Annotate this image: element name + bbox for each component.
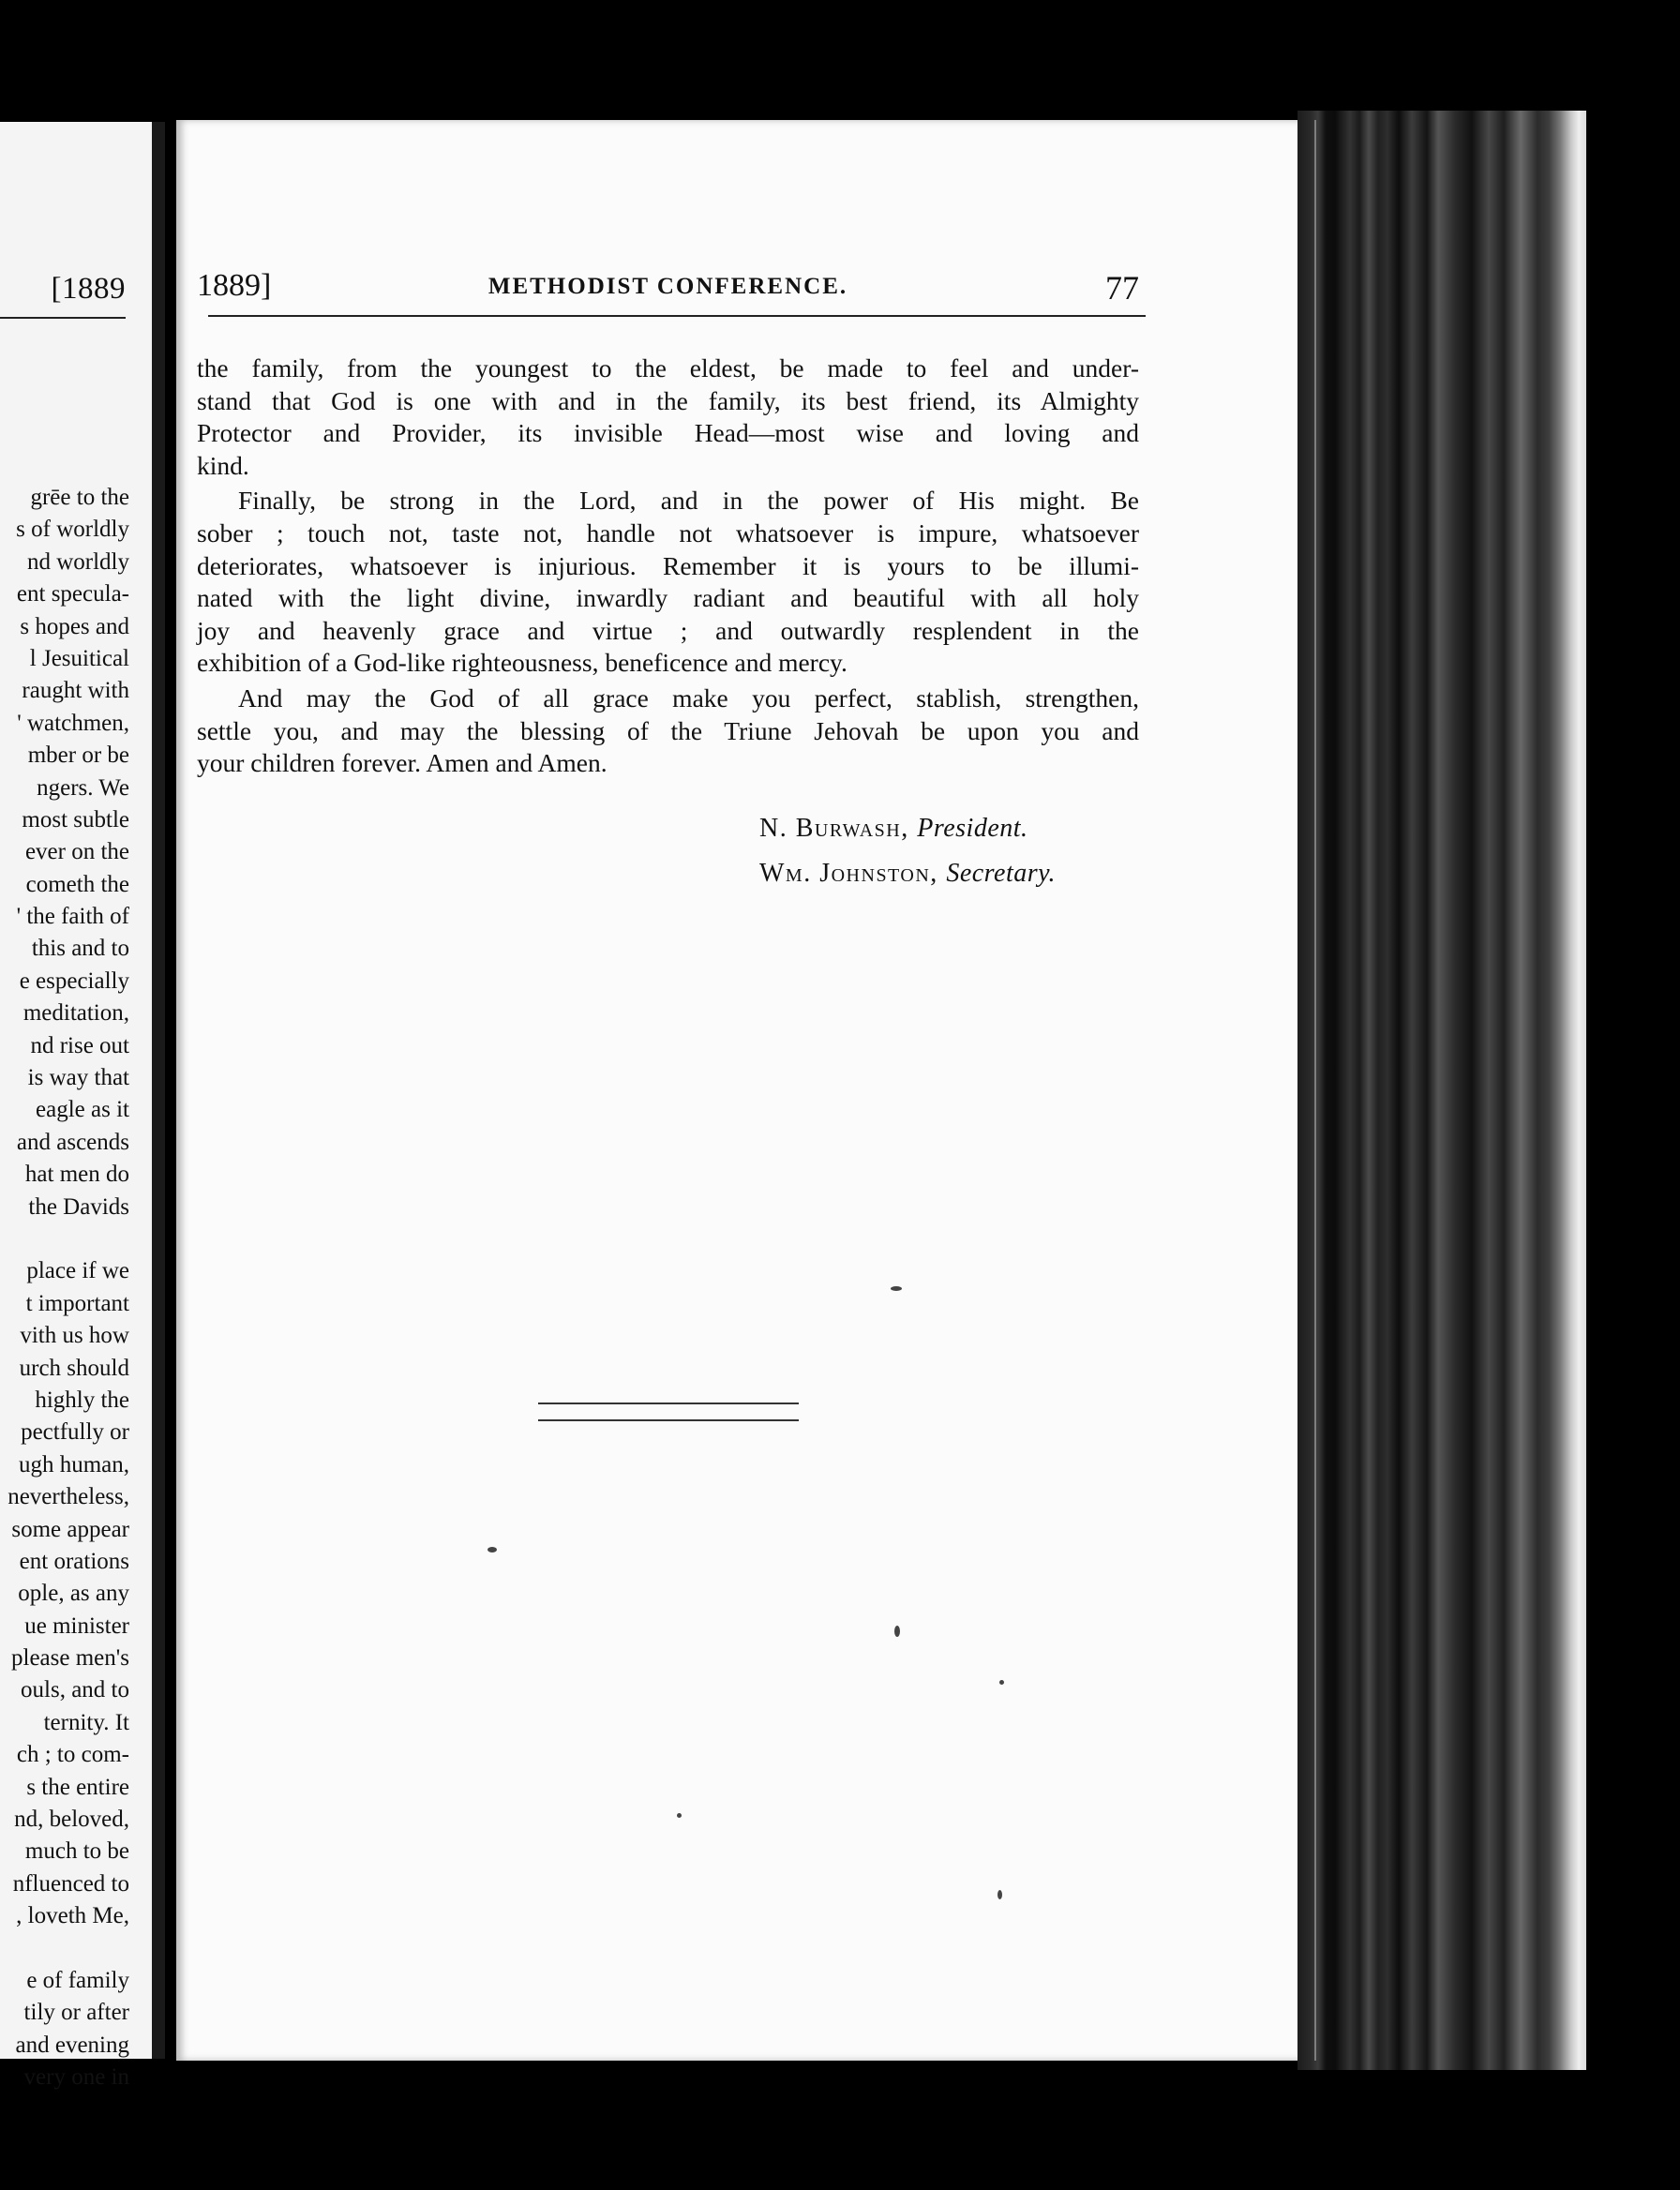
left-page-line: meditation, [22,1000,129,1027]
text-line: nated with the light divine, inwardly radiant and beautiful with all holy [197,583,1139,613]
section-end-rule [538,1419,799,1421]
left-page-line: this and to [31,936,129,962]
text-line: deteriorates, whatsoever is injurious. Remember it is yours to be illumi- [197,550,1139,580]
left-page-line: nd rise out [30,1032,129,1058]
left-page-line: ent orations [19,1548,129,1574]
right-page [176,120,1298,2061]
left-page-line: ngers. We [37,774,129,801]
paragraph-3 [197,682,1139,780]
left-page-line: tily or after [23,2000,129,2026]
left-page-line: cometh the [25,871,129,897]
left-page-line: ugh human, [18,1451,129,1478]
left-page-line: s the entire [26,1774,129,1800]
left-page-line: ch ; to com- [16,1742,129,1768]
dust-speck [894,1626,900,1637]
left-page-line: l Jesuitical [29,645,129,671]
text-line: Protector and Provider, its invisible Head—most wise and loving and [197,418,1139,448]
text-line: sober ; touch not, taste not, handle not whatsoever is impure, whatsoever [197,518,1139,548]
left-page-line: ople, as any [18,1581,129,1607]
text-line: your children forever. Amen and Amen. [197,748,608,778]
text-line: settle you, and may the blessing of the Triune Jehovah be upon you and [197,715,1139,745]
left-page-line: please men's [11,1645,129,1672]
left-page-line: the Davids [28,1193,129,1220]
paragraph-2 [197,485,1139,680]
signature-block [759,806,1056,896]
text-line: And may the God of all grace make you perfect, stablish, strengthen, [238,682,1139,712]
left-page-line: nd, beloved, [14,1807,129,1833]
left-page-line: raught with [22,678,129,704]
left-page-line: e of family [26,1967,129,1993]
left-page-line: very one in [23,2064,129,2091]
left-page-line: eagle as it [36,1097,129,1123]
left-page-line [0,1933,129,1965]
dust-speck [677,1813,682,1818]
dust-speck [998,1890,1002,1899]
body-text [197,352,1139,780]
left-page-line: ever on the [24,839,129,865]
dust-speck [999,1680,1004,1685]
left-page-line: ouls, and to [21,1677,129,1703]
running-header [197,268,1139,313]
left-page-line: highly the [35,1387,129,1413]
header-title: METHODIST CONFERENCE. [488,274,848,299]
left-header-rule [0,317,126,319]
text-line: Finally, be strong in the Lord, and in the power of His might. Be [238,486,1139,516]
left-page-line: nd worldly [26,548,129,575]
left-page-line: place if we [26,1258,129,1284]
header-rule [208,315,1146,317]
left-page-line: urch should [19,1355,129,1381]
left-page-line: and evening [15,2032,129,2058]
secretary-name: Wm. Johnston, [759,859,938,888]
left-page-line: ' watchmen, [17,710,129,736]
section-end-rule [538,1402,799,1404]
left-page-line: much to be [24,1838,129,1865]
left-page-line: ternity. It [43,1709,129,1735]
left-page-line: most subtle [22,806,129,832]
left-page-line: is way that [27,1065,129,1091]
dust-speck [488,1547,497,1552]
text-line: exhibition of a God-like righteousness, beneficence and mercy. [197,648,848,678]
left-page-line: t important [25,1290,129,1316]
left-facing-page [0,122,165,2091]
page-edge-highlight [1314,120,1316,2061]
dust-speck [891,1286,902,1291]
left-page-header: [1889 [51,272,126,306]
left-page-line: ent specula- [16,581,129,608]
left-page-line: grēe to the [30,485,129,510]
president-signature [759,806,1056,851]
left-page-text [0,482,129,2094]
text-line: stand that God is one with and in the family, its best friend, its Almighty [197,385,1139,415]
text-line: the family, from the youngest to the eldest, be made to feel and under- [197,353,1139,382]
left-page-line: nfluenced to [12,1870,129,1897]
left-page-line: , loveth Me, [16,1903,129,1929]
page-number: 77 [1105,269,1139,307]
secretary-role: Secretary. [946,859,1057,888]
left-page-line: and ascends [16,1129,129,1155]
left-page-line: e especially [19,968,129,994]
left-page-line [0,1223,129,1255]
paragraph-1 [197,352,1139,482]
text-line: kind. [197,450,249,480]
page-edges-stack [1298,111,1586,2070]
left-page-line: ' the faith of [16,904,129,930]
left-page-line: pectfully or [21,1419,129,1446]
left-page-line: s of worldly [16,517,129,543]
left-page-line: s hopes and [20,613,129,639]
left-page-line: some appear [11,1516,129,1542]
left-page-line: hat men do [24,1162,129,1188]
text-line: joy and heavenly grace and virtue ; and outwardly resplendent in the [197,615,1139,645]
president-role: President. [917,814,1028,843]
left-page-line: vith us how [20,1323,129,1349]
left-page-line: nevertheless, [8,1484,129,1510]
left-page-line: ue minister [24,1612,129,1639]
secretary-signature [759,851,1056,896]
president-name: N. Burwash, [759,814,909,843]
left-page-line: mber or be [27,742,129,769]
header-year: 1889] [197,268,272,303]
